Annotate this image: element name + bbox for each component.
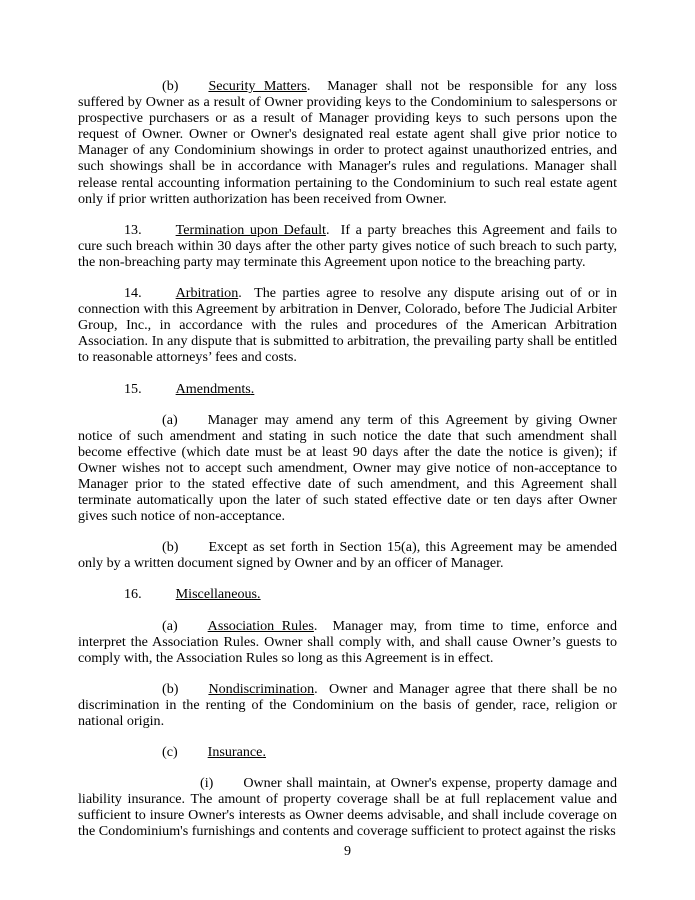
paragraph-gap — [78, 603, 617, 618]
paragraph-14 — [78, 285, 617, 365]
paragraph-marker: (b) — [162, 78, 179, 94]
paragraph-gap — [78, 397, 617, 412]
paragraph-heading: Insurance — [207, 744, 263, 761]
paragraph-gap — [78, 270, 617, 285]
paragraph-16b — [78, 681, 617, 729]
paragraph-13 — [78, 222, 617, 270]
paragraph-marker: (i) — [200, 775, 214, 792]
paragraph-heading: Amendments — [175, 380, 251, 397]
paragraph-marker: (a) — [162, 617, 178, 634]
paragraph-text: Except as set forth in Section 15(a), this Agreement may be amended only by a written document signed by Owner and by an officer of Manager. — [78, 539, 617, 572]
paragraph-gap — [78, 571, 617, 586]
paragraph-16c-i — [78, 775, 617, 839]
paragraph-marker: (c) — [162, 744, 178, 761]
paragraph-gap — [78, 760, 617, 775]
paragraph-text: If a party breaches this Agreement and fails to cure such breach within 30 days after the other party gives notice of such breach to such party, the non-breaching party may terminate this Agreement upon notice to the breaching party. — [78, 221, 617, 270]
page-number: 9 — [343, 843, 352, 859]
paragraph-16-heading — [78, 586, 617, 602]
heading-suffix: . — [313, 617, 318, 634]
page-body — [78, 78, 617, 840]
paragraph-heading: Security Matters — [208, 78, 307, 94]
paragraph-15-heading — [78, 381, 617, 397]
heading-suffix: . — [250, 380, 255, 397]
paragraph-gap — [78, 666, 617, 681]
paragraph-marker: 15. — [124, 380, 142, 397]
paragraph-marker: (b) — [162, 680, 179, 697]
paragraph-12b — [78, 78, 617, 207]
paragraph-16a — [78, 618, 617, 666]
paragraph-text: The parties agree to resolve any dispute arising out of or in connection with this Agreement by arbitration in Denver, Colorado, before The Judicial Arbiter Group, Inc., in accordance with the rules and procedures of the American Arbitration Association. In any dispute that is submitted to arbitration, the prevailing party shall be entitled to reasonable attorneys’ fees and costs. — [78, 285, 617, 366]
paragraph-marker: 13. — [124, 221, 142, 238]
paragraph-heading: Arbitration — [175, 285, 239, 302]
paragraph-text: Owner shall maintain, at Owner's expense, property damage and liability insurance. The amount of property coverage shall be at full replacement value and sufficient to insure Owner's interests as Owner deems advisable, and shall include coverage on the Condominium's furnishings and contents and coverage sufficient to protect against the risks — [78, 775, 617, 840]
paragraph-15a — [78, 412, 617, 525]
paragraph-heading: Association Rules — [207, 617, 314, 634]
paragraph-15b — [78, 539, 617, 571]
paragraph-marker: (a) — [162, 411, 178, 428]
paragraph-gap — [78, 729, 617, 744]
paragraph-heading: Termination upon Default — [175, 221, 326, 238]
paragraph-16c-heading — [78, 744, 617, 760]
heading-suffix: . — [306, 78, 311, 94]
heading-suffix: . — [238, 285, 242, 302]
paragraph-text: Manager may, from time to time, enforce and interpret the Association Rules. Owner shall comply with, and shall cause Owner’s guests to comply with, the Association Rules so long as this Agreement is in effect. — [78, 617, 617, 666]
paragraph-heading: Miscellaneous — [175, 586, 258, 603]
paragraph-heading: Nondiscrimination — [208, 680, 315, 697]
paragraph-gap — [78, 524, 617, 539]
paragraph-text: Manager shall not be responsible for any loss suffered by Owner as a result of Owner providing keys to the Condominium to salespersons or prospective purchasers or as a result of Manager providing keys to such persons upon the request of Owner. Owner or Owner's designated real estate agent shall give prior notice to Manager of any Condominium showings in order to protect against unauthorized entries, and such showings shall be in accordance with Manager's rules and regulations. Manager shall release rental accounting information pertaining to the Condominium to such real estate agent only if prior written authorization has been received from Owner. — [78, 78, 618, 207]
paragraph-marker: (b) — [162, 539, 179, 556]
paragraph-gap — [78, 207, 617, 222]
heading-suffix: . — [262, 744, 266, 761]
heading-suffix: . — [314, 680, 318, 697]
heading-suffix: . — [325, 221, 330, 238]
paragraph-marker: 16. — [124, 586, 142, 603]
paragraph-text: Owner and Manager agree that there shall be no discrimination in the renting of the Condominium on the basis of gender, race, religion or national origin. — [78, 680, 617, 729]
paragraph-gap — [78, 366, 617, 381]
paragraph-marker: 14. — [124, 285, 142, 302]
heading-suffix: . — [257, 586, 261, 603]
paragraph-text: Manager may amend any term of this Agreement by giving Owner notice of such amendment and stating in such notice the date that such amendment shall become effective (which date must be at least 90 days after the date the notice is given); if Owner wishes not to accept such amendment, Owner may give notice of non-acceptance to Manager prior to the stated effective date of such amendment, and this Agreement shall terminate automatically upon the later of such stated effective date or ten days after Owner gives such notice of non-acceptance. — [78, 411, 617, 525]
